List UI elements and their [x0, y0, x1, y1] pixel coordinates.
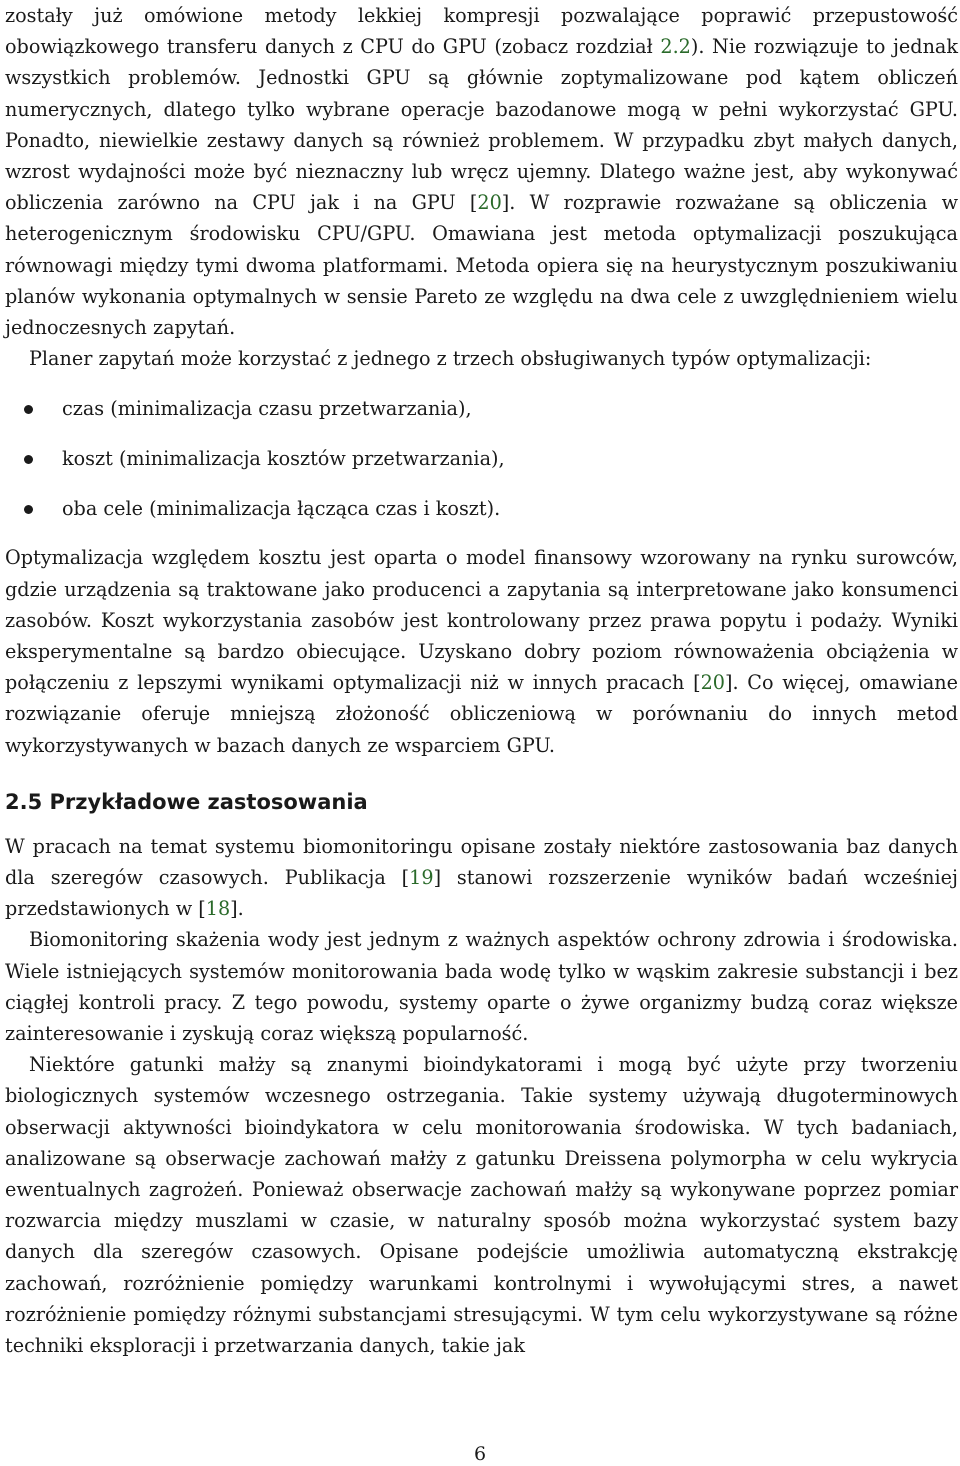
bullet-icon [24, 405, 33, 414]
paragraph-planner-intro [5, 343, 958, 374]
list-item-text: czas (minimalizacja czasu przetwarzania), [62, 397, 472, 421]
section-reference-link[interactable]: 2.2 [660, 35, 691, 59]
paragraph-water-biomonitoring [5, 924, 958, 1049]
text-run: ). Nie rozwiązuje to jednak wszystkich problemów. Jednostki GPU są głównie zoptymalizowane pod kątem obliczeń numerycznych, dlatego tylko wybrane operacje bazodanowe mogą w pełni wykorzystać GPU. Ponadto, niewielkie zestawy danych są również problemem. W przypadku zbyt małych danych, wzrost wydajności może być nieznaczny lub wręcz ujemny. Dlatego ważne jest, aby wykonywać obliczenia zarówno na CPU jak i na GPU [ [5, 35, 958, 215]
text-run: Niektóre gatunki małży są znanymi bioindykatorami i mogą być użyte przy tworzeniu biologicznych systemów wczesnego ostrzegania. Takie systemy używają długoterminowych obserwacji aktywności bioindykatora w celu monitorowania środowiska. W tych badaniach, analizowane są obserwacje zachowań małży z gatunku Dreissena polymorpha w celu wykrycia ewentualnych zagrożeń. Ponieważ obserwacje zachowań małży są wykonywane poprzez pomiar rozwarcia między muszlami w czasie, w naturalny sposób można wykorzystać system bazy danych dla szeregów czasowych. Opisane podejście umożliwia automatyczną ekstrakcję zachowań, rozróżnienie pomiędzy warunkami kontrolnymi i wywołującymi stres, a nawet rozróżnienie pomiędzy różnymi substancjami stresującymi. W tym celu wykorzystywane są różne techniki eksploracji i przetwarzania danych, takie jak [5, 1053, 958, 1358]
paragraph-biomonitoring-intro [5, 831, 958, 925]
list-item [5, 393, 958, 424]
text-run: W pracach na temat systemu biomonitoringu opisane zostały niektóre zastosowania baz danych dla szeregów czasowych. Publikacja [ [5, 834, 958, 890]
document-page [5, 0, 958, 1361]
text-run: Biomonitoring skażenia wody jest jednym z ważnych aspektów ochrony zdrowia i środowiska. Wiele istniejących systemów monitorowania bada wodę tylko w wąskim zakresie substancji i bez ciągłej kontroli pracy. Z tego powodu, systemy oparte o żywe organizmy budzą coraz większe zainteresowanie i zyskują coraz większą popularność. [5, 928, 958, 1046]
page-number: 6 [473, 1443, 487, 1465]
text-run: ]. W rozprawie rozważane są obliczenia w heterogenicznym środowisku CPU/GPU. Omawiana jest metoda optymalizacji poszukująca równowagi między tymi dwoma platformami. Metoda opiera się na heurystycznym poszukiwaniu planów wykonania optymalnych w sensie Pareto ze względu na dwa cele z uwzględnieniem wielu jednoczesnych zapytań. [5, 191, 958, 340]
text-run: zostały już omówione metody lekkiej kompresji pozwalające poprawić przepustowość obowiązkowego transferu danych z CPU do GPU (zobacz rozdział [5, 4, 958, 59]
list-item [5, 443, 958, 474]
paragraph-mussels [5, 1049, 958, 1361]
text-run: ] stanowi rozszerzenie wyników badań wcześniej przedstawionych w [ [5, 866, 958, 921]
citation-link[interactable]: 18 [205, 897, 231, 921]
citation-link[interactable]: 19 [409, 866, 434, 890]
list-item-text: koszt (minimalizacja kosztów przetwarzania), [62, 446, 505, 470]
bullet-icon [24, 505, 33, 514]
paragraph-cost-model [5, 542, 958, 760]
citation-link[interactable]: 20 [700, 671, 725, 695]
citation-link[interactable]: 20 [477, 191, 502, 215]
list-item-text: oba cele (minimalizacja łącząca czas i koszt). [62, 496, 501, 520]
list-item [5, 493, 958, 524]
bullet-icon [24, 455, 33, 464]
paragraph-gpu-optimization [5, 0, 958, 343]
text-run: Optymalizacja względem kosztu jest oparta o model finansowy wzorowany na rynku surowców, gdzie urządzenia są traktowane jako producenci a zapytania są interpretowane jako konsumenci zasobów. Koszt wykorzystania zasobów jest kontrolowany przez prawa popytu i podaży. Wyniki eksperymentalne są bardzo obiecujące. Uzyskano dobry poziom równoważenia obciążenia w połączeniu z lepszymi wynikami optymalizacji niż w innych pracach [ [5, 546, 958, 695]
text-run: Planer zapytań może korzystać z jednego z trzech obsługiwanych typów optymalizacji: [29, 347, 872, 371]
section-heading: 2.5 Przykładowe zastosowania [5, 789, 368, 814]
optimization-types-list [5, 393, 958, 524]
text-run: ]. [230, 897, 244, 921]
text-run: ]. Co więcej, omawiane rozwiązanie oferuje mniejszą złożoność obliczeniową w porównaniu do innych metod wykorzystywanych w bazach danych ze wsparciem GPU. [5, 671, 958, 757]
